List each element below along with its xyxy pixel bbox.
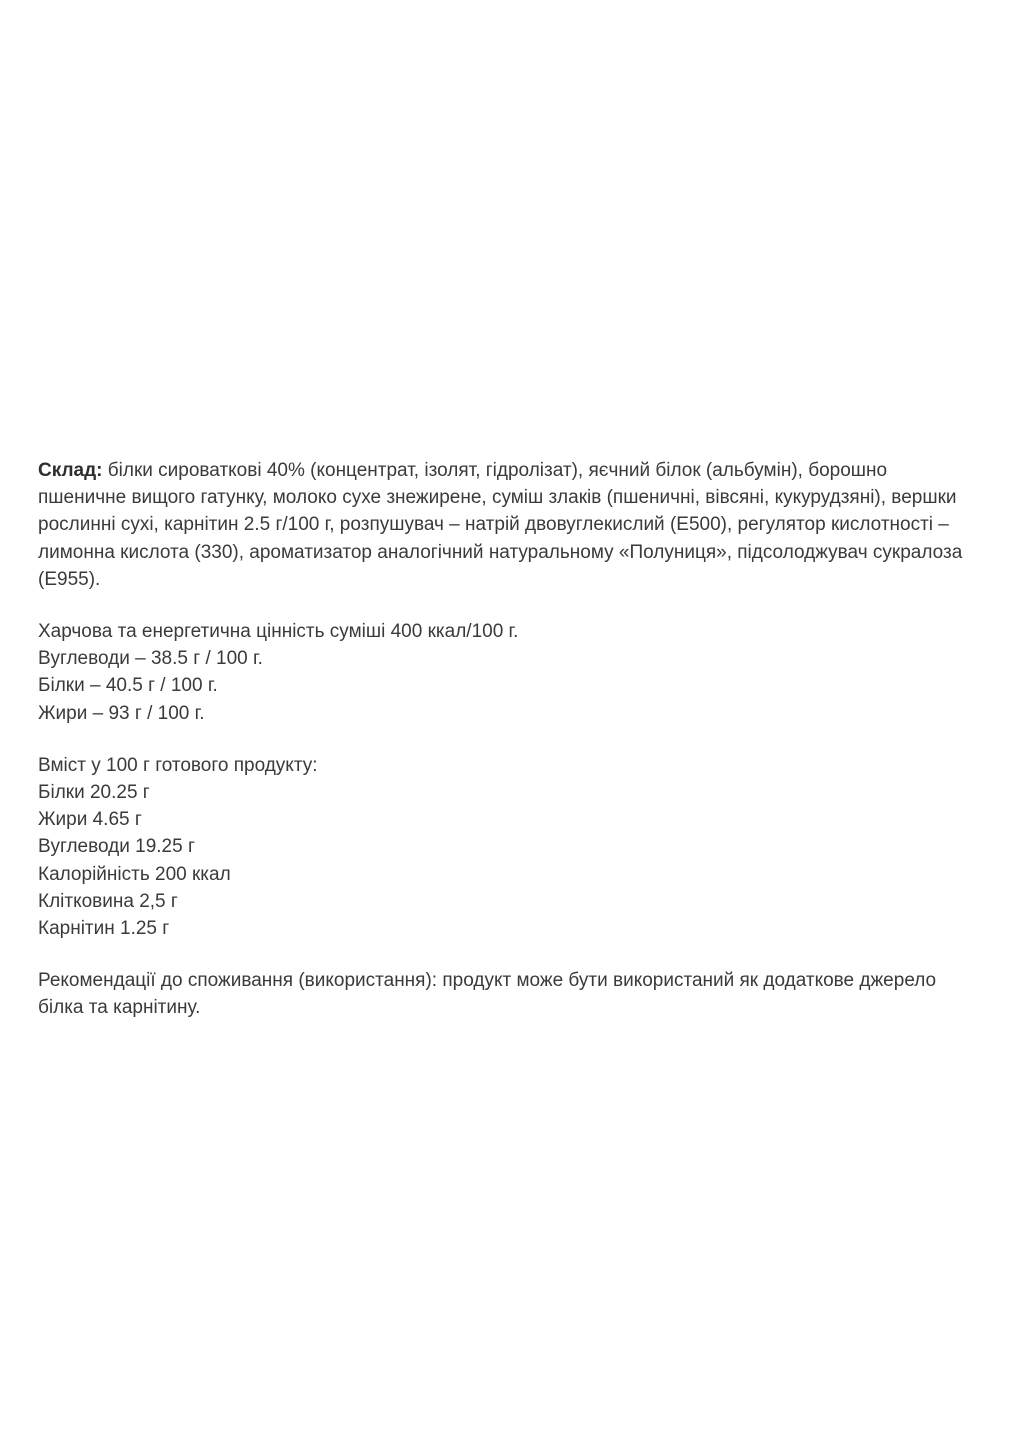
composition-line: лимонна кислота (330), ароматизатор аналогічний натуральному «Полуниця», підсолоджувач сукралоза — [38, 541, 963, 563]
nutrition-energy-line: Харчова та енергетична цінність суміші 400 ккал/100 г. — [38, 621, 519, 643]
composition-label: Склад: — [38, 460, 103, 481]
composition-line: пшеничне вищого гатунку, молоко сухе знежирене, суміш злаків (пшеничні, вівсяні, кукурудзяні), вершки — [38, 487, 957, 509]
nutrition-carbs-line: Вуглеводи – 38.5 г / 100 г. — [38, 648, 263, 670]
content-fat-line: Жири 4.65 г — [38, 809, 142, 831]
nutrition-paragraph — [38, 618, 998, 727]
nutrition-protein-line: Білки – 40.5 г / 100 г. — [38, 675, 218, 697]
composition-line: (E955). — [38, 568, 101, 590]
content-fiber-line: Клітковина 2,5 г — [38, 890, 178, 912]
composition-line: рослинні сухі, карнітин 2.5 г/100 г, розпушувач – натрій двовуглекислий (E500), регулятор кислотності – — [38, 514, 949, 536]
composition-text: білки сироваткові 40% (концентрат, ізолят, гідролізат), яєчний білок (альбумін), борошно — [102, 460, 888, 481]
recommendation-paragraph — [38, 967, 998, 1021]
recommendation-line: Рекомендації до споживання (використання): продукт може бути використаний як додаткове джерело — [38, 970, 937, 992]
composition-line — [38, 457, 998, 484]
recommendation-line: білка та карнітину. — [38, 997, 201, 1019]
composition-paragraph — [38, 457, 998, 593]
content-carnitine-line: Карнітин 1.25 г — [38, 918, 170, 940]
content-protein-line: Білки 20.25 г — [38, 782, 150, 804]
content-carbs-line: Вуглеводи 19.25 г — [38, 836, 195, 858]
nutrition-fat-line: Жири – 93 г / 100 г. — [38, 702, 205, 724]
content-heading: Вміст у 100 г готового продукту: — [38, 754, 318, 776]
product-description — [38, 457, 998, 1022]
content-calories-line: Калорійність 200 ккал — [38, 863, 231, 885]
content-per-100g-paragraph — [38, 752, 998, 942]
